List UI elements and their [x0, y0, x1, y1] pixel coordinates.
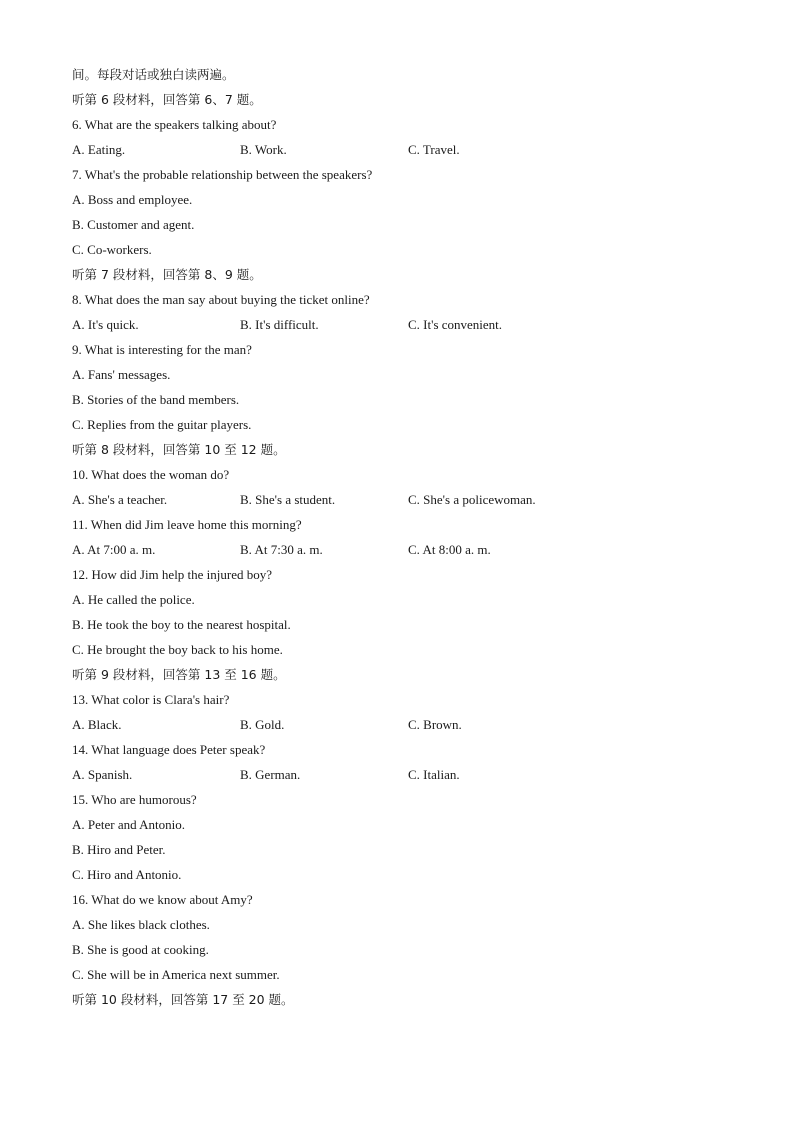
question-stem: 11. When did Jim leave home this morning? [72, 517, 302, 532]
question-stem: 9. What is interesting for the man? [72, 342, 252, 357]
answer-option: A. She's a teacher. [72, 492, 168, 507]
question-sections [72, 87, 732, 987]
answer-option: B. Customer and agent. [72, 217, 195, 232]
answer-option: A. Fans' messages. [72, 367, 171, 382]
answer-option: C. Hiro and Antonio. [72, 867, 182, 882]
intro-text: 间。每段对话或独白读两遍。 [72, 67, 235, 82]
answer-option: A. Peter and Antonio. [72, 817, 186, 832]
question-stem: 16. What do we know about Amy? [72, 892, 253, 907]
question-stem: 10. What does the woman do? [72, 467, 230, 482]
answer-option: A. Boss and employee. [72, 192, 193, 207]
answer-option: B. He took the boy to the nearest hospital. [72, 617, 291, 632]
answer-options [72, 137, 732, 162]
answer-option: B. At 7:30 a. m. [240, 542, 323, 557]
answer-option: A. Eating. [72, 142, 126, 157]
answer-option: C. Travel. [408, 142, 460, 157]
answer-option: A. Black. [72, 717, 122, 732]
answer-option: A. He called the police. [72, 592, 195, 607]
answer-option: C. He brought the boy back to his home. [72, 642, 283, 657]
exam-page [72, 62, 732, 1012]
answer-option: A. She likes black clothes. [72, 917, 210, 932]
answer-option: A. At 7:00 a. m. [72, 542, 156, 557]
section-heading: 听第 6 段材料，回答第 6、7 题。 [72, 92, 262, 107]
section-heading: 听第 8 段材料，回答第 10 至 12 题。 [72, 442, 286, 457]
answer-option: C. Replies from the guitar players. [72, 417, 252, 432]
answer-option: B. Work. [240, 142, 287, 157]
question-stem: 15. Who are humorous? [72, 792, 197, 807]
answer-option: C. She's a policewoman. [408, 492, 536, 507]
answer-option: C. Co-workers. [72, 242, 152, 257]
answer-option: B. She is good at cooking. [72, 942, 209, 957]
answer-option: C. At 8:00 a. m. [408, 542, 491, 557]
question-stem: 8. What does the man say about buying the ticket online? [72, 292, 370, 307]
question-stem: 12. How did Jim help the injured boy? [72, 567, 273, 582]
question-stem: 14. What language does Peter speak? [72, 742, 266, 757]
answer-option: C. She will be in America next summer. [72, 967, 280, 982]
section-heading: 听第 9 段材料，回答第 13 至 16 题。 [72, 667, 286, 682]
answer-option: B. German. [240, 767, 301, 782]
answer-option: C. Italian. [408, 767, 460, 782]
answer-option: B. Stories of the band members. [72, 392, 240, 407]
answer-options [72, 312, 732, 337]
answer-options [72, 762, 732, 787]
answer-options [72, 537, 732, 562]
section-heading-10: 听第 10 段材料，回答第 17 至 20 题。 [72, 992, 294, 1007]
answer-options [72, 712, 732, 737]
answer-option: B. Hiro and Peter. [72, 842, 166, 857]
answer-option: B. She's a student. [240, 492, 336, 507]
question-stem: 6. What are the speakers talking about? [72, 117, 277, 132]
answer-option: C. Brown. [408, 717, 462, 732]
answer-options [72, 487, 732, 512]
answer-option: C. It's convenient. [408, 317, 503, 332]
section-heading: 听第 7 段材料，回答第 8、9 题。 [72, 267, 262, 282]
question-stem: 7. What's the probable relationship between the speakers? [72, 167, 373, 182]
answer-option: B. Gold. [240, 717, 285, 732]
question-stem: 13. What color is Clara's hair? [72, 692, 230, 707]
answer-option: B. It's difficult. [240, 317, 319, 332]
answer-option: A. Spanish. [72, 767, 133, 782]
answer-option: A. It's quick. [72, 317, 139, 332]
